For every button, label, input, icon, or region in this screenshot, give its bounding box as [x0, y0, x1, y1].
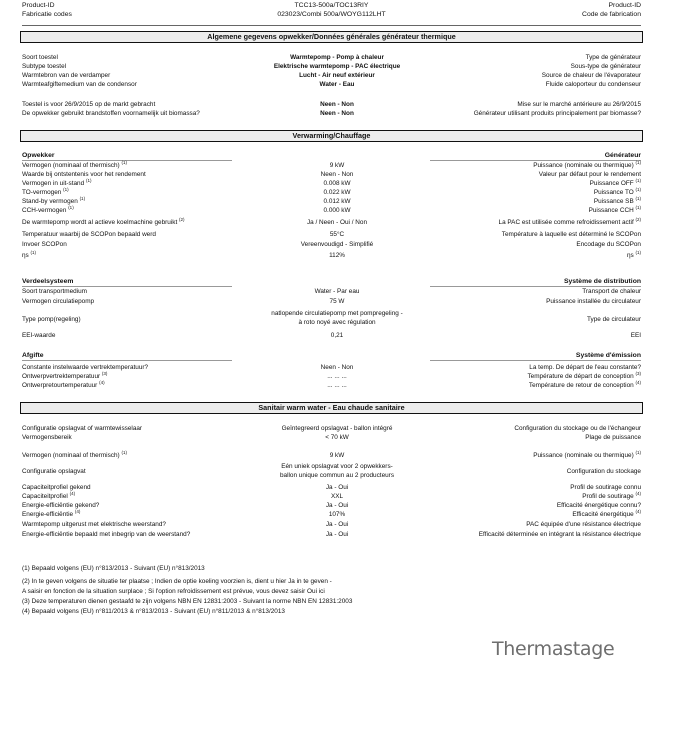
opwekker-6-label-nl	[22, 216, 185, 227]
dhw-b-2-label-fr	[557, 502, 641, 510]
opwekker-8-value	[202, 241, 472, 249]
dhw-b-0-label-nl-text: Capaciteitprofiel gekend	[22, 484, 91, 491]
opwekker-6-row	[22, 216, 641, 228]
general-1-label-fr-text: Sous-type de générateur	[570, 63, 641, 70]
general-0-label-nl-text: Soort toestel	[22, 54, 58, 61]
dhw-storage-row	[22, 463, 641, 483]
dhw-b-3-label-nl-footnote: (4)	[74, 508, 81, 514]
opwekker-0-label-fr-footnote: (1)	[635, 159, 641, 165]
dhw-a-1-label-nl	[22, 434, 72, 442]
general-0-value	[202, 54, 472, 62]
dhw-storage-value-line2: ballon unique commun au 2 producteurs	[279, 471, 395, 479]
dhw-b-3-label-fr-footnote: (4)	[635, 508, 641, 514]
afgifte-1-label-fr-footnote: (3)	[635, 370, 641, 376]
market-1-label-nl	[22, 110, 200, 118]
afgifte-0-label-nl	[22, 364, 148, 372]
dhw-power-label-fr-text: Puissance (nominale ou thermique)	[533, 452, 634, 459]
opwekker-8-value-text: Vereenvoudigd - Simplifié	[300, 241, 374, 248]
dhw-b-5-value	[202, 531, 472, 539]
dhw-power-label-nl-sup: (1)	[121, 449, 127, 455]
opwekker-2-row	[22, 177, 641, 189]
opwekker-5-label-fr	[588, 204, 641, 215]
opwekker-7-label-fr-text: Température à laquelle est déterminé le SCOPon	[501, 231, 641, 238]
verdeel-0-label-nl-text: Soort transportmedium	[22, 288, 87, 295]
opwekker-2-label-nl-text: Vermogen in uit-stand	[22, 180, 85, 187]
footnote-0: (1) Bepaald volgens (EU) n°813/2013 - Suivant (EU) n°813/2013	[22, 565, 205, 572]
dhw-b-4-row	[22, 521, 641, 530]
afgifte-2-label-nl	[22, 379, 105, 390]
general-3-row	[22, 81, 641, 90]
opwekker-0-row	[22, 159, 641, 171]
general-3-value-text: Water - Eau	[319, 81, 355, 88]
opwekker-1-label-fr-text: Valeur par défaut pour le rendement	[538, 171, 641, 178]
dhw-b-0-value-text: Ja - Oui	[325, 484, 349, 491]
verdeel-1-value	[202, 298, 472, 306]
opwekker-8-row	[22, 241, 641, 250]
opwekker-4-label-fr	[593, 195, 641, 206]
dhw-b-3-row	[22, 508, 641, 520]
dhw-a-0-value	[202, 425, 472, 433]
general-2-value	[202, 72, 472, 80]
dhw-b-3-label-fr-text: Efficacité énergétique	[572, 511, 634, 518]
afgifte-0-label-fr-text: La temp. De départ de l'eau constante?	[529, 364, 641, 371]
dhw-a-1-row	[22, 434, 641, 443]
general-1-label-fr	[571, 63, 641, 71]
opwekker-2-label-fr-text: Puissance OFF	[589, 180, 634, 187]
general-0-label-nl	[22, 54, 58, 62]
opwekker-9-label-fr-footnote: (1)	[635, 249, 641, 255]
opwekker-2-label-nl-footnote: (1)	[85, 177, 92, 183]
dhw-a-0-label-nl-text: Configuratie opslagvat of warmtewisselaar	[22, 425, 143, 432]
footnote-2: A saisir en fonction de la situation surplace ; Si l'option refroidissement est prévue, vous devez saisir Oui ici	[22, 588, 325, 595]
opwekker-8-label-nl-text: Invoer SCOPon	[22, 241, 67, 248]
section-heating: Verwarming/Chauffage	[20, 130, 643, 142]
opwekker-6-label-fr	[498, 216, 641, 227]
afgifte-title: Afgifte	[22, 352, 44, 359]
market-1-label-fr	[474, 110, 641, 118]
dhw-b-5-value-text: Ja - Oui	[325, 531, 349, 538]
dhw-b-5-label-nl-text: Energie-efficiëntie bepaald met inbegrip van de weerstand?	[22, 531, 191, 538]
opwekker-7-value	[202, 231, 472, 239]
verdeel-0-label-fr	[582, 288, 641, 296]
header	[22, 1, 641, 23]
dhw-b-3-label-nl-text: Energie-efficiëntie	[22, 511, 74, 518]
opwekker-7-label-nl-text: Temperatuur waarbij de SCOPon bepaald werd	[22, 231, 156, 238]
verdeel-1-label-nl	[22, 298, 94, 306]
general-1-value	[202, 63, 472, 71]
general-0-row	[22, 54, 641, 63]
pump-type-label-fr: Type de circulateur	[587, 316, 641, 323]
verdeel-1-label-fr-text: Puissance installée du circulateur	[546, 298, 641, 305]
opwekker-1-label-nl-text: Waarde bij ontstentenis voor het rendement	[22, 171, 146, 178]
footnote-3: (3) Deze temperaturen dienen gestaafd te zijn volgens NBN EN 12831:2003 - Suivant la norme NBN EN 12831:2003	[22, 598, 353, 605]
opwekker-9-label-nl-text: ηs	[22, 252, 29, 259]
dhw-b-0-label-nl	[22, 484, 91, 492]
general-2-label-fr	[542, 72, 641, 80]
opwekker-6-label-nl-footnote: (2)	[179, 216, 185, 222]
product-id-value: TCC13-500a/TOC13RIY	[294, 2, 369, 9]
dhw-power-label-fr-sup: (1)	[635, 449, 641, 455]
opwekker-8-label-nl	[22, 241, 67, 249]
pump-type-value-line2: à roto noyé avec régulation	[298, 318, 376, 326]
eei-label-nl: EEI-waarde	[22, 332, 56, 339]
general-3-label-fr	[546, 81, 641, 89]
market-0-label-fr-text: Mise sur le marché antérieure au 26/9/2015	[517, 101, 641, 108]
general-0-value-text: Warmtepomp - Pomp à chaleur	[290, 54, 384, 61]
verdeel-1-label-fr	[546, 298, 641, 306]
fabrication-codes-value: 023023/Combi 500a/WOYG112LHT	[277, 11, 386, 18]
general-3-label-fr-text: Fluide caloporteur du condenseur	[545, 81, 641, 88]
general-3-value	[202, 81, 472, 89]
opwekker-9-value	[202, 252, 472, 260]
opwekker-3-label-fr-text: Puissance TO	[593, 189, 634, 196]
general-1-row	[22, 63, 641, 72]
opwekker-6-label-nl-text: De warmtepomp wordt al actieve koelmachine gebruikt	[22, 219, 178, 226]
market-1-row	[22, 110, 641, 119]
dhw-b-0-label-fr-text: Profil de soutirage connu	[570, 484, 641, 491]
opwekker-3-value-text: 0.022 kW	[323, 189, 351, 196]
opwekker-0-label-nl-footnote: (1)	[121, 159, 127, 165]
market-0-value	[202, 101, 472, 109]
afgifte-1-value-text: ... ... ...	[327, 373, 347, 380]
general-1-label-nl-text: Subtype toestel	[22, 63, 67, 70]
opwekker-1-value-text: Neen - Non	[320, 171, 354, 178]
opwekker-6-label-fr-footnote: (2)	[635, 216, 641, 222]
dhw-b-4-label-nl	[22, 521, 166, 529]
pump-type-label-nl: Type pomp(regeling)	[22, 316, 81, 323]
afgifte-underline-right	[430, 360, 641, 361]
fabrication-codes-label-nl: Fabricatie codes	[22, 11, 72, 18]
verdeel-0-value	[202, 288, 472, 296]
fabrication-codes-label-fr: Code de fabrication	[582, 11, 641, 18]
verdeel-0-label-fr-text: Transport de chaleur	[582, 288, 641, 295]
section-general: Algemene gegevens opwekker/Données générales générateur thermique	[20, 31, 643, 43]
dhw-b-5-label-fr	[479, 531, 641, 539]
pump-type-value	[202, 310, 472, 327]
header-divider	[22, 25, 641, 26]
general-2-label-fr-text: Source de chaleur de l'évaporateur	[541, 72, 641, 79]
dhw-b-0-label-fr	[570, 484, 641, 492]
opwekker-9-row	[22, 249, 641, 261]
dhw-b-0-value	[202, 484, 472, 492]
opwekker-0-value	[202, 162, 472, 170]
dhw-b-4-value	[202, 521, 472, 529]
dhw-b-1-value	[202, 493, 472, 501]
opwekker-5-label-fr-text: Puissance CCH	[588, 207, 634, 214]
dhw-a-1-label-fr-text: Plage de puissance	[585, 434, 641, 441]
header-right	[582, 1, 641, 19]
afgifte-2-label-nl-footnote: (4)	[99, 379, 105, 385]
dhw-b-5-row	[22, 531, 641, 540]
dhw-b-2-label-fr-text: Efficacité énergétique connu?	[556, 502, 641, 509]
general-0-label-fr	[586, 54, 641, 62]
opwekker-underline-left	[22, 160, 232, 161]
verdeel-1-value-text: 75 W	[329, 298, 345, 305]
opwekker-4-label-fr-text: Puissance SB	[593, 198, 634, 205]
afgifte-1-value	[202, 373, 472, 381]
dhw-a-1-value	[202, 434, 472, 442]
header-center	[22, 1, 641, 19]
opwekker-3-label-fr	[593, 186, 641, 197]
opwekker-6-label-fr-text: La PAC est utilisée comme refroidissement actif	[498, 219, 634, 226]
dhw-b-3-label-nl	[22, 508, 81, 519]
dhw-storage-value	[202, 463, 472, 480]
opwekker-title: Opwekker	[22, 152, 55, 159]
dhw-power-value: 9 kW	[329, 452, 345, 459]
opwekker-3-value	[202, 189, 472, 197]
dhw-b-3-label-fr	[572, 508, 641, 519]
opwekker-4-label-nl-footnote: (1)	[79, 195, 86, 201]
afgifte-2-row	[22, 379, 641, 391]
dhw-b-2-row	[22, 502, 641, 511]
general-2-row	[22, 72, 641, 81]
generateur-title: Générateur	[604, 152, 641, 159]
dhw-power-label-nl-text: Vermogen (nominaal of thermisch)	[22, 452, 120, 459]
dhw-b-1-label-nl	[22, 490, 76, 501]
dhw-b-0-row	[22, 484, 641, 493]
market-1-label-fr-text: Générateur utilisant produits principalement par biomasse?	[473, 110, 641, 117]
dhw-a-0-label-fr-text: Configuration du stockage ou de l'échangeur	[514, 425, 641, 432]
verdeel-underline-left	[22, 286, 232, 287]
opwekker-3-label-nl-footnote: (1)	[63, 186, 69, 192]
opwekker-1-label-nl	[22, 171, 146, 179]
opwekker-2-label-fr	[589, 177, 641, 188]
dhw-a-1-value-text: < 70 kW	[325, 434, 349, 441]
afgifte-0-value	[202, 364, 472, 372]
afgifte-2-label-nl-text: Ontwerpretourtemperatuur	[22, 382, 98, 389]
dhw-a-0-row	[22, 425, 641, 434]
dhw-a-0-label-nl	[22, 425, 142, 433]
general-0-label-fr-text: Type de générateur	[585, 54, 641, 61]
opwekker-7-row	[22, 231, 641, 240]
opwekker-1-value	[202, 171, 472, 179]
opwekker-5-label-nl	[22, 204, 74, 215]
opwekker-2-value	[202, 180, 472, 188]
opwekker-0-label-nl-text: Vermogen (nominaal of thermisch)	[22, 162, 120, 169]
eei-value: 0,21	[330, 332, 344, 339]
opwekker-4-value	[202, 198, 472, 206]
market-0-value-text: Neen - Non	[320, 101, 354, 108]
opwekker-7-label-fr	[502, 231, 641, 239]
afgifte-1-label-nl	[22, 370, 108, 381]
opwekker-8-label-fr	[576, 241, 641, 249]
afgifte-1-label-nl-text: Ontwerpvertrektemperatuur	[22, 373, 101, 380]
market-1-value	[202, 110, 472, 118]
opwekker-5-label-nl-text: CCH-vermogen	[22, 207, 67, 214]
afgifte-1-label-fr	[527, 370, 641, 381]
verdeel-1-label-nl-text: Vermogen circulatiepomp	[22, 298, 95, 305]
market-1-value-text: Neen - Non	[320, 110, 354, 117]
opwekker-6-value	[202, 219, 472, 227]
general-1-label-nl	[22, 63, 66, 71]
opwekker-9-label-nl	[22, 249, 37, 260]
general-2-label-nl-text: Warmtebron van de verdamper	[22, 72, 111, 79]
afgifte-2-label-fr-footnote: (4)	[635, 379, 641, 385]
market-0-label-fr	[517, 101, 641, 109]
product-id-label-nl: Product-ID	[22, 2, 55, 9]
dhw-power-label-fr	[533, 449, 641, 460]
dhw-a-1-label-nl-text: Vermogensbereik	[22, 434, 72, 441]
afgifte-0-value-text: Neen - Non	[320, 364, 354, 371]
emission-title: Système d'émission	[575, 352, 641, 359]
footnote-1: (2) In te geven volgens de situatie ter plaatse ; Indien de optie koeling voorzien is, dient u hier Ja in te geven -	[22, 578, 332, 585]
dhw-storage-value-line1: Eén uniek opslagvat voor 2 opwekkers-	[281, 463, 393, 470]
opwekker-5-row	[22, 204, 641, 216]
dhw-b-2-value	[202, 502, 472, 510]
general-3-label-nl-text: Warmteafgiftemedium van de condensor	[22, 81, 137, 88]
opwekker-4-label-fr-footnote: (1)	[635, 195, 641, 201]
opwekker-2-label-fr-footnote: (1)	[635, 177, 641, 183]
dhw-a-0-value-text: Geïntegreerd opslagvat - ballon intégré	[281, 425, 393, 432]
afgifte-1-row	[22, 370, 641, 382]
opwekker-1-label-fr	[539, 171, 641, 179]
afgifte-1-label-nl-footnote: (3)	[101, 370, 108, 376]
verdeel-0-row	[22, 288, 641, 297]
dhw-b-1-label-nl-footnote: (4)	[69, 490, 76, 496]
afgifte-2-label-fr-text: Température de retour de conception	[528, 382, 634, 389]
dhw-b-1-label-fr-footnote: (4)	[635, 490, 641, 496]
dhw-b-3-value-text: 107%	[328, 511, 346, 518]
opwekker-3-label-nl	[22, 186, 69, 197]
verdeel-1-row	[22, 298, 641, 307]
dhw-b-4-label-nl-text: Warmtepomp uitgerust met elektrische weerstand?	[22, 521, 166, 528]
opwekker-0-label-fr	[533, 159, 641, 170]
distribution-title: Système de distribution	[563, 278, 641, 285]
dhw-power-row	[22, 449, 641, 461]
afgifte-underline-left	[22, 360, 232, 361]
opwekker-underline-right	[430, 160, 641, 161]
verdeel-0-value-text: Water - Par eau	[314, 288, 360, 295]
dhw-b-1-label-fr	[582, 490, 641, 501]
general-3-label-nl	[22, 81, 137, 89]
thermastage-logo: Thermastage	[492, 638, 615, 660]
dhw-b-4-label-fr-text: PAC équipée d'une résistance électrique	[526, 521, 641, 528]
dhw-b-2-value-text: Ja - Oui	[325, 502, 349, 509]
dhw-storage-label-nl: Configuratie opslagvat	[22, 468, 86, 475]
dhw-b-3-value	[202, 511, 472, 519]
afgifte-2-value	[202, 382, 472, 390]
afgifte-2-value-text: ... ... ...	[327, 382, 347, 389]
dhw-b-1-row	[22, 490, 641, 502]
dhw-b-2-label-nl	[22, 502, 99, 510]
afgifte-2-label-fr	[528, 379, 641, 390]
opwekker-0-label-nl	[22, 159, 127, 170]
opwekker-3-label-nl-text: TO-vermogen	[22, 189, 62, 196]
general-2-label-nl	[22, 72, 110, 80]
market-0-label-nl	[22, 101, 155, 109]
afgifte-0-label-fr	[529, 364, 641, 372]
opwekker-5-value-text: 0.000 kW	[323, 207, 351, 214]
opwekker-5-label-nl-footnote: (1)	[68, 204, 74, 210]
opwekker-0-label-fr-text: Puissance (nominale ou thermique)	[533, 162, 634, 169]
verdeel-0-label-nl	[22, 288, 87, 296]
pump-type-value-line1: natlopende circulatiepomp met pompregeling -	[271, 310, 403, 317]
dhw-b-4-value-text: Ja - Oui	[325, 521, 349, 528]
dhw-storage-label-fr: Configuration du stockage	[566, 468, 641, 475]
dhw-b-2-label-nl-text: Energie-efficiëntie gekend?	[22, 502, 100, 509]
dhw-b-1-label-fr-text: Profil de soutirage	[582, 493, 634, 500]
dhw-b-5-label-nl	[22, 531, 190, 539]
general-2-value-text: Lucht - Air neuf extérieur	[299, 72, 375, 79]
dhw-a-0-label-fr	[514, 425, 641, 433]
footnote-4: (4) Bepaald volgens (EU) n°811/2013 & n°813/2013 - Suivant (EU) n°811/2013 & n°813/2013	[22, 608, 285, 615]
opwekker-2-value-text: 0.008 kW	[323, 180, 351, 187]
pump-type-row	[22, 310, 641, 330]
market-0-row	[22, 101, 641, 110]
opwekker-3-row	[22, 186, 641, 198]
afgifte-0-label-nl-text: Constante instelwaarde vertrektemperatuur?	[22, 364, 149, 371]
product-id-label-fr: Product-ID	[608, 2, 641, 9]
dhw-b-4-label-fr	[526, 521, 641, 529]
opwekker-4-row	[22, 195, 641, 207]
afgifte-0-row	[22, 364, 641, 373]
opwekker-5-value	[202, 207, 472, 215]
opwekker-1-row	[22, 171, 641, 180]
general-1-value-text: Elektrische warmtepomp - PAC électrique	[273, 63, 401, 70]
market-1-label-nl-text: De opwekker gebruikt brandstoffen voornamelijk uit biomassa?	[22, 110, 200, 117]
opwekker-9-value-text: 112%	[329, 252, 345, 259]
market-0-label-nl-text: Toestel is voor 26/9/2015 op de markt gebracht	[22, 101, 156, 108]
dhw-b-1-label-nl-text: Capaciteitprofiel	[22, 493, 68, 500]
opwekker-4-value-text: 0.012 kW	[323, 198, 351, 205]
afgifte-1-label-fr-text: Température de départ de conception	[527, 373, 634, 380]
opwekker-5-label-fr-footnote: (1)	[635, 204, 641, 210]
section-dhw: Sanitair warm water - Eau chaude sanitaire	[20, 402, 643, 414]
dhw-power-label-nl	[22, 449, 127, 460]
eei-row	[22, 332, 641, 341]
verdeel-title: Verdeelsysteem	[22, 278, 74, 285]
dhw-b-1-value-text: XXL	[330, 493, 344, 500]
opwekker-4-label-nl-text: Stand-by vermogen	[22, 198, 78, 205]
opwekker-6-value-text: Ja / Neen - Oui / Non	[306, 219, 368, 226]
opwekker-7-value-text: 55°C	[329, 231, 345, 238]
dhw-b-5-label-fr-text: Efficacité déterminée en intégrant la résistance électrique	[478, 531, 641, 538]
opwekker-0-value-text: 9 kW	[329, 162, 345, 169]
dhw-a-1-label-fr	[585, 434, 641, 442]
opwekker-4-label-nl	[22, 195, 86, 206]
eei-label-fr: EEI	[630, 332, 641, 339]
opwekker-9-label-nl-footnote: (1)	[30, 249, 37, 255]
opwekker-9-label-fr	[626, 249, 641, 260]
opwekker-8-label-fr-text: Encodage du SCOPon	[576, 241, 641, 248]
verdeel-underline-right	[430, 286, 641, 287]
opwekker-9-label-fr-text: ηs	[626, 252, 634, 259]
opwekker-2-label-nl	[22, 177, 92, 188]
opwekker-3-label-fr-footnote: (1)	[635, 186, 641, 192]
opwekker-7-label-nl	[22, 231, 156, 239]
